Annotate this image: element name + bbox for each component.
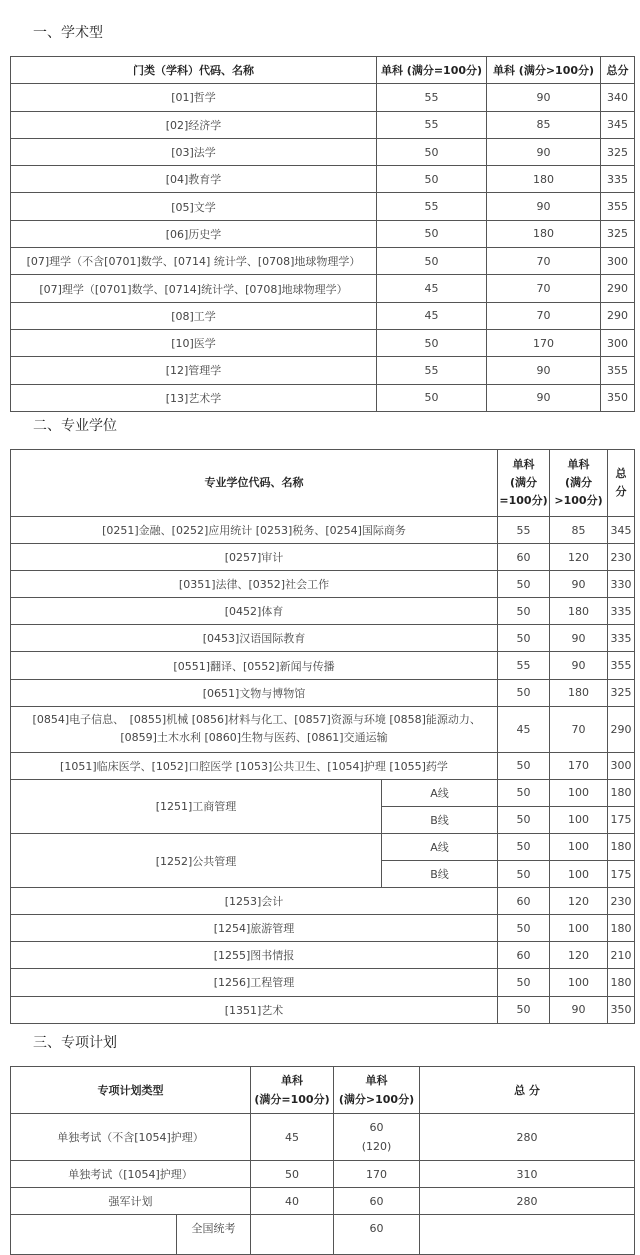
score-total: 345 [601,111,635,138]
degree-name: [1254]旅游管理 [11,915,498,942]
header-line: =100分) [499,494,548,507]
table-row [11,598,635,625]
score-single-gt100: 90 [487,84,601,111]
header-line: 单科 [567,458,590,471]
score-value-alt: (120) [361,1140,392,1153]
table-row [11,1161,635,1188]
score-total: 335 [601,166,635,193]
score-single-100: 50 [498,969,550,996]
section-title-academic: 一、学术型 [33,25,103,41]
score-single-100: 50 [498,752,550,779]
header-single-gt100 [334,1067,420,1114]
header-total [608,450,635,517]
score-single-100: 55 [377,193,487,220]
header-line: 总 [615,467,627,480]
score-single-100: 60 [498,544,550,571]
score-single-100: 55 [377,357,487,384]
score-total: 230 [608,888,635,915]
score-single-gt100: 70 [487,275,601,302]
score-single-gt100: 90 [487,138,601,165]
degree-name: [1256]工程管理 [11,969,498,996]
degree-name: [0351]法律、[0352]社会工作 [11,571,498,598]
degree-name: [0452]体育 [11,598,498,625]
score-total: 350 [608,996,635,1023]
table-row [11,652,635,679]
score-single-gt100: 90 [487,193,601,220]
score-single-100: 50 [498,571,550,598]
header-line: >100分) [554,494,603,507]
table-row [11,302,635,329]
degree-name: [0453]汉语国际教育 [11,625,498,652]
score-single-100: 50 [377,329,487,356]
table-row [11,679,635,706]
score-single-gt100: 70 [487,248,601,275]
score-total: 340 [601,84,635,111]
degree-name: [1252]公共管理 [11,833,382,887]
score-single-gt100: 170 [334,1161,420,1188]
header-line: (满分 [509,476,538,489]
table-row-partial [11,1215,635,1255]
plan-type: 强军计划 [11,1188,251,1215]
plan-type [11,1215,177,1255]
score-total: 355 [601,193,635,220]
score-total: 180 [608,915,635,942]
degree-name: [0257]审计 [11,544,498,571]
header-single-100 [251,1067,334,1114]
header-line: 单科 [512,458,535,471]
table-row [11,996,635,1023]
table-row [11,833,635,860]
degree-name: [1251]工商管理 [11,779,382,833]
table-row [11,544,635,571]
score-single-gt100: 180 [487,166,601,193]
plan-type: 单独考试（不含[1054]护理） [11,1114,251,1161]
header-line: 单科 [281,1074,303,1087]
score-single-100: 50 [498,679,550,706]
score-total: 290 [608,706,635,752]
score-single-gt100: 100 [550,779,608,806]
header-single-100: 单科 (满分=100分) [377,57,487,84]
score-total [420,1215,635,1255]
discipline-name: [04]教育学 [11,166,377,193]
score-single-100: 50 [377,166,487,193]
discipline-name: [10]医学 [11,329,377,356]
score-total: 350 [601,384,635,411]
table-row [11,84,635,111]
table-row [11,329,635,356]
header-total: 总 分 [420,1067,635,1114]
plan-type: 单独考试（[1054]护理） [11,1161,251,1188]
score-single-100: 50 [377,248,487,275]
header-line: 分 [615,485,627,498]
table-row [11,166,635,193]
table-row [11,969,635,996]
score-single-gt100: 85 [487,111,601,138]
score-total: 335 [608,598,635,625]
score-single-100: 55 [377,84,487,111]
score-single-gt100: 120 [550,888,608,915]
score-single-100: 45 [377,275,487,302]
table-row [11,111,635,138]
score-single-gt100: 90 [487,357,601,384]
line-label: A线 [382,779,498,806]
score-single-gt100 [334,1114,420,1161]
score-single-gt100: 180 [487,220,601,247]
score-single-gt100: 100 [550,806,608,833]
table-row [11,275,635,302]
score-single-gt100: 70 [487,302,601,329]
header-single-gt100 [550,450,608,517]
score-total: 335 [608,625,635,652]
score-single-gt100: 85 [550,517,608,544]
degree-name: [1051]临床医学、[1052]口腔医学 [1053]公共卫生、[1054]护理 [1055]药学 [11,752,498,779]
score-single-100: 50 [498,833,550,860]
score-single-100: 50 [377,384,487,411]
score-single-gt100: 60 [334,1188,420,1215]
score-single-100: 45 [377,302,487,329]
score-single-gt100: 170 [487,329,601,356]
score-single-gt100: 60 [334,1215,420,1255]
score-total: 300 [601,329,635,356]
discipline-name: [07]理学（不含[0701]数学、[0714] 统计学、[0708]地球物理学） [11,248,377,275]
professional-score-table [10,449,635,1024]
score-value: 60 [369,1121,384,1134]
section-title-special: 三、专项计划 [33,1035,117,1051]
degree-name: [0854]电子信息、 [0855]机械 [0856]材料与化工、[0857]资源与环境 [0858]能源动力、 [0859]土木水利 [0860]生物与医药、[0861]交通运输 [11,706,498,752]
score-single-100: 50 [377,138,487,165]
table-row [11,915,635,942]
score-single-100: 60 [498,942,550,969]
score-total: 300 [608,752,635,779]
score-total: 330 [608,571,635,598]
table-row [11,571,635,598]
score-single-100: 50 [498,598,550,625]
table-row [11,193,635,220]
score-total: 355 [601,357,635,384]
score-single-100: 40 [251,1188,334,1215]
score-total: 175 [608,806,635,833]
score-total: 325 [601,138,635,165]
score-total: 280 [420,1114,635,1161]
table-row [11,357,635,384]
score-total: 290 [601,275,635,302]
score-single-gt100: 100 [550,861,608,888]
table-header-row [11,57,635,84]
header-degree: 专业学位代码、名称 [11,450,498,517]
header-line: (满分=100分) [254,1093,330,1106]
score-single-100: 50 [498,625,550,652]
score-single-100: 50 [251,1161,334,1188]
header-plan-type: 专项计划类型 [11,1067,251,1114]
score-single-100: 55 [377,111,487,138]
line-label: B线 [382,806,498,833]
score-total: 355 [608,652,635,679]
score-single-gt100: 180 [550,679,608,706]
degree-name: [0251]金融、[0252]应用统计 [0253]税务、[0254]国际商务 [11,517,498,544]
score-single-gt100: 100 [550,833,608,860]
score-single-gt100: 100 [550,915,608,942]
table-row [11,779,635,806]
discipline-name: [08]工学 [11,302,377,329]
degree-name: [1253]会计 [11,888,498,915]
discipline-name: [03]法学 [11,138,377,165]
score-total: 345 [608,517,635,544]
score-single-100: 50 [498,779,550,806]
score-single-gt100: 180 [550,598,608,625]
table-row [11,888,635,915]
discipline-name: [05]文学 [11,193,377,220]
score-single-100: 50 [498,806,550,833]
score-single-100: 45 [251,1114,334,1161]
discipline-name: [06]历史学 [11,220,377,247]
score-single-gt100: 120 [550,544,608,571]
degree-name: [0651]文物与博物馆 [11,679,498,706]
degree-name: [1351]艺术 [11,996,498,1023]
academic-score-table [10,56,635,412]
score-total: 325 [608,679,635,706]
score-single-gt100: 90 [487,384,601,411]
discipline-name: [13]艺术学 [11,384,377,411]
score-single-gt100: 90 [550,625,608,652]
score-single-100 [251,1215,334,1255]
special-plan-table [10,1066,635,1255]
plan-subtype: 全国统考 [177,1215,251,1255]
table-row [11,517,635,544]
score-single-gt100: 90 [550,996,608,1023]
discipline-name: [02]经济学 [11,111,377,138]
score-single-gt100: 100 [550,969,608,996]
score-single-gt100: 90 [550,652,608,679]
degree-name: [0551]翻译、[0552]新闻与传播 [11,652,498,679]
score-total: 310 [420,1161,635,1188]
table-row [11,1188,635,1215]
score-single-100: 50 [498,996,550,1023]
header-discipline: 门类（学科）代码、名称 [11,57,377,84]
table-row [11,220,635,247]
discipline-name: [01]哲学 [11,84,377,111]
score-total: 180 [608,833,635,860]
table-row [11,384,635,411]
discipline-name: [07]理学（[0701]数学、[0714]统计学、[0708]地球物理学） [11,275,377,302]
score-total: 180 [608,969,635,996]
discipline-name: [12]管理学 [11,357,377,384]
score-total: 180 [608,779,635,806]
score-total: 210 [608,942,635,969]
table-header-row [11,450,635,517]
section-title-professional: 二、专业学位 [33,418,117,434]
score-total: 175 [608,861,635,888]
score-total: 325 [601,220,635,247]
score-single-gt100: 120 [550,942,608,969]
score-single-100: 45 [498,706,550,752]
table-row [11,706,635,752]
line-label: A线 [382,833,498,860]
table-header-row [11,1067,635,1114]
score-single-100: 50 [377,220,487,247]
header-single-gt100: 单科 (满分>100分) [487,57,601,84]
score-single-100: 50 [498,915,550,942]
line-label: B线 [382,861,498,888]
score-single-100: 50 [498,861,550,888]
table-row [11,138,635,165]
score-single-100: 55 [498,517,550,544]
table-row [11,248,635,275]
degree-name: [1255]图书情报 [11,942,498,969]
header-line: (满分>100分) [338,1093,415,1106]
score-total: 280 [420,1188,635,1215]
score-single-gt100: 170 [550,752,608,779]
score-single-gt100: 70 [550,706,608,752]
header-single-100 [498,450,550,517]
header-total: 总分 [601,57,635,84]
table-row [11,942,635,969]
score-single-100: 55 [498,652,550,679]
header-line: 单科 [365,1074,388,1087]
score-single-100: 60 [498,888,550,915]
table-row [11,625,635,652]
score-single-gt100: 90 [550,571,608,598]
table-row [11,1114,635,1161]
score-total: 300 [601,248,635,275]
score-total: 290 [601,302,635,329]
score-total: 230 [608,544,635,571]
header-line: (满分 [564,476,593,489]
table-row [11,752,635,779]
